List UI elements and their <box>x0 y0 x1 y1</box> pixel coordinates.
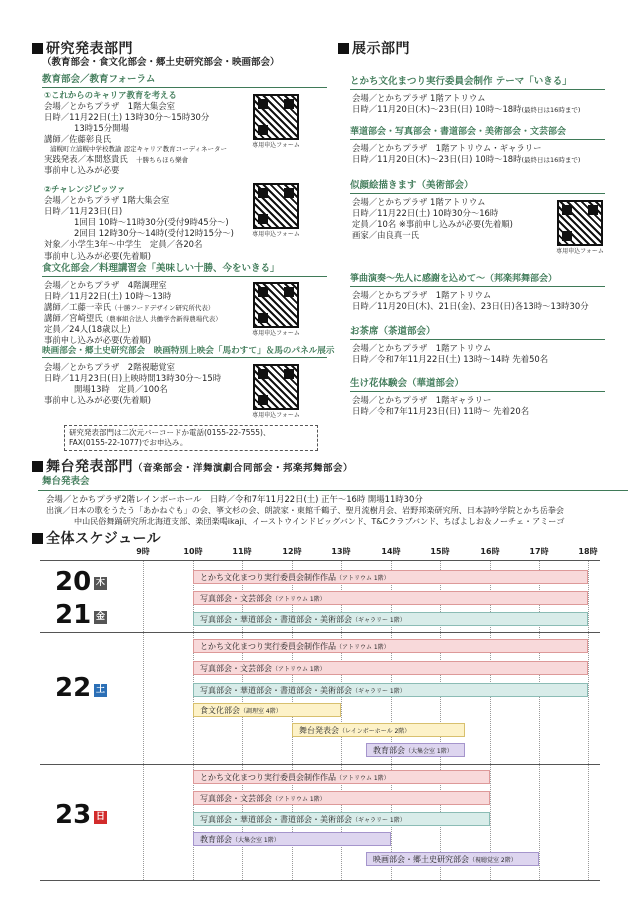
schedule-bar[interactable]: 写真部会・華道部会・書道部会・美術部会（ギャラリー 1階） <box>193 812 490 826</box>
hour-label: 15時 <box>430 547 450 556</box>
edu-item1-presenter: 実践発表／本間悠貴氏 <box>44 154 128 165</box>
grid-line <box>440 560 441 880</box>
exhibit-b-date-note: (最終日は16時まで) <box>521 156 581 165</box>
hour-label: 13時 <box>331 547 351 556</box>
exhibit-c-category: 似顔絵描きます（美術部会） <box>350 180 605 194</box>
grid-line <box>490 560 491 880</box>
stage-venue: 会場／とかちプラザ2階レインボーホール 日時／令和7年11月22日(土) 正午〜16時 開場11時30分 <box>46 494 423 504</box>
grid-line <box>391 560 392 880</box>
food-lecturer-note: （十勝フードデザイン研究所代表） <box>111 304 215 313</box>
film-open-capacity: 開場13時 定員／100名 <box>74 384 168 395</box>
exhibit-d-venue: 会場／とかちプラザ 1階アトリウム <box>352 290 492 300</box>
exhibit-c-date: 日時／11月22日(土) 10時30分〜16時 <box>352 208 499 219</box>
schedule-bar[interactable]: 写真部会・華道部会・書道部会・美術部会（ギャラリー 1階） <box>193 612 588 626</box>
schedule-bar[interactable]: 写真部会・文芸部会（アトリウム 1階） <box>193 591 588 605</box>
qr-label: 専用申込フォーム <box>252 412 300 419</box>
apply-note-line1: 研究発表部門は二次元バーコードか電話(0155-22-7555)、 <box>69 428 271 437</box>
food-date: 日時／11月22日(土) 10時〜13時 <box>44 291 172 302</box>
exhibit-f-venue: 会場／とかちプラザ 1階ギャラリー <box>352 395 492 405</box>
hour-label: 12時 <box>282 547 302 556</box>
schedule-bar[interactable]: 写真部会・文芸部会（アトリウム 1階） <box>193 791 490 805</box>
day-20: 20 <box>55 567 92 597</box>
food-venue: 会場／とかちプラザ 4階調理室 <box>44 280 167 290</box>
edu-item1-open: 13時15分開場 <box>74 123 129 134</box>
hour-label: 17時 <box>529 547 549 556</box>
edu-category: 教育部会／教育フォーラム <box>42 74 327 88</box>
edu-item2-apply: 事前申し込みが必要(先着順) <box>44 250 152 261</box>
food-lecturer: 講師／工藤一幸氏 <box>44 302 111 313</box>
day-22: 22 <box>55 673 92 703</box>
grid-line <box>539 560 540 880</box>
stage-performers-2: 中山民俗舞踊研究所北海道支部、楽団楽喝ikaji、イーストウインドビッグバンド、T&Cクラブバンド、ちばよしお＆ノーチェ・アミーゴ <box>74 515 565 526</box>
stage-performers-1: 出演／日本の歌をうたう「あかねぐも」の会、箏文杉の会、朗読家・東館千鶴子、聖月流樹月会、岩野邦楽研究所、日本詩吟学院とかち岳拳会 <box>46 505 565 516</box>
exhibit-f-date: 日時／令和7年11月23日(日) 11時〜 先着20名 <box>352 406 530 417</box>
research-subtitle: （教育部会・食文化部会・郷土史研究部会・映画部会） <box>42 57 280 68</box>
edu-item1-venue: 会場／とかちプラザ 1階大集会室 <box>44 101 175 112</box>
hour-label: 10時 <box>183 547 203 556</box>
row-separator <box>40 632 600 633</box>
hour-label: 9時 <box>136 547 150 556</box>
film-venue: 会場／とかちプラザ 2階視聴覚室 <box>44 362 175 372</box>
schedule-bar[interactable]: とかち文化まつり実行委員会制作作品（アトリウム 1階） <box>193 570 588 584</box>
schedule-bar[interactable]: とかち文化まつり実行委員会制作作品（アトリウム 1階） <box>193 770 490 784</box>
qr-label: 専用申込フォーム <box>252 142 300 149</box>
exhibit-e-category: お茶席（茶道部会） <box>350 326 605 340</box>
edu-item1-lecturer: 講師／佐藤彰良氏 <box>44 134 111 145</box>
edu-item2-venue: 会場／とかちプラザ 1階大集会室 <box>44 195 170 206</box>
edu-item1-lecturer-note: 浦幌町立浦幌中学校教諭 認定キャリア教育コーディネーター <box>50 145 228 154</box>
edu-item1-title: ①これからのキャリア教育を考える <box>44 90 177 100</box>
schedule-bar[interactable]: 写真部会・華道部会・書道部会・美術部会（ギャラリー 1階） <box>193 683 588 697</box>
schedule-bar[interactable]: 教育部会（大集会室 1階） <box>193 832 391 846</box>
exhibit-e-date: 日時／令和7年11月22日(土) 13時〜14時 先着50名 <box>352 354 549 365</box>
exhibit-c-capacity: 定員／10名 ※事前申し込みが必要(先着順) <box>352 219 513 230</box>
hour-label: 18時 <box>578 547 598 556</box>
schedule-bar[interactable]: 写真部会・文芸部会（アトリウム 1階） <box>193 661 588 675</box>
exhibit-a-venue: 会場／とかちプラザ 1階アトリウム <box>352 93 486 103</box>
schedule-bar[interactable]: 舞台発表会（レインボーホール 2階） <box>292 723 465 737</box>
row-separator <box>40 880 600 881</box>
dow-thu: 木 <box>95 578 105 588</box>
edu-item2-target: 対象／小学生3年〜中学生 定員／各20名 <box>44 239 203 250</box>
food-capacity: 定員／24人(18歳以上) <box>44 324 131 335</box>
edu-item1-date: 日時／11月22日(土) 13時30分〜15時30分 <box>44 112 210 123</box>
schedule-bar[interactable]: 食文化部会（調理室 4階） <box>193 703 341 717</box>
day-23: 23 <box>55 800 92 830</box>
exhibit-e-venue: 会場／とかちプラザ 1階アトリウム <box>352 343 492 353</box>
film-category: 映画部会・郷土史研究部会 映画特別上映会「馬わすて」＆馬のパネル展示 <box>42 346 327 358</box>
schedule-title: 全体スケジュール <box>32 530 161 548</box>
edu-item1-presenter-note: 十勝ちらほら樂會 <box>136 156 189 165</box>
qr-label: 専用申込フォーム <box>252 330 300 337</box>
food-apply: 事前申し込みが必要(先着順) <box>44 335 152 346</box>
edu-item2-title: ②チャレンジピッツァ <box>44 184 126 194</box>
edu-item2-round1: 1回目 10時〜11時30分(受付9時45分〜) <box>74 217 229 228</box>
exhibit-a-date: 日時／11月20日(木)〜23日(日) 10時〜18時 <box>352 104 522 115</box>
film-apply: 事前申し込みが必要(先着順) <box>44 395 152 406</box>
stage-section-title: 舞台発表部門（音楽部会・洋舞演劇合同部会・邦楽邦舞部会） <box>32 458 353 476</box>
exhibit-d-date: 日時／11月20日(木)、21日(金)、23日(日)各13時〜13時30分 <box>352 301 589 312</box>
qr-label: 専用申込フォーム <box>252 231 300 238</box>
apply-note-line2: FAX(0155-22-1077)でお申込み。 <box>69 438 188 448</box>
film-date: 日時／11月23日(日)上映時間13時30分〜15時 <box>44 373 222 384</box>
stage-subtitle: （音楽部会・洋舞演劇合同部会・邦楽邦舞部会） <box>133 463 354 474</box>
exhibit-c-artist: 画家／由良真一氏 <box>352 230 419 241</box>
research-section-title: 研究発表部門 <box>32 40 133 58</box>
food-lecturer2: 講師／宮崎望氏 <box>44 313 103 324</box>
edu-item2-round2: 2回目 12時30分〜14時(受付12時15分〜) <box>74 228 234 239</box>
dow-sun: 日 <box>95 812 105 822</box>
dow-sat: 土 <box>95 685 105 695</box>
food-lecturer2-note: （農事組合法人 共働学舎新得農場代表） <box>102 315 222 324</box>
schedule-bar[interactable]: 映画部会・郷土史研究部会（視聴覚室 2階） <box>366 852 539 866</box>
schedule-bar[interactable]: とかち文化まつり実行委員会制作作品（アトリウム 1階） <box>193 639 588 653</box>
exhibit-a-date-note: (最終日は16時まで) <box>521 106 581 115</box>
exhibit-b-venue: 会場／とかちプラザ 1階アトリウム・ギャラリー <box>352 143 542 153</box>
exhibit-b-category: 華道部会・写真部会・書道部会・美術部会・文芸部会 <box>350 127 605 140</box>
edu-item1-apply: 事前申し込みが必要 <box>44 165 120 176</box>
grid-line <box>588 560 589 880</box>
day-21: 21 <box>55 600 92 630</box>
exhibit-section-title: 展示部門 <box>338 40 410 58</box>
schedule-bar[interactable]: 教育部会（大集会室 1階） <box>366 743 465 757</box>
exhibit-b-date: 日時／11月20日(木)〜23日(日) 10時〜18時 <box>352 154 522 165</box>
dow-fri: 金 <box>95 612 105 622</box>
exhibit-c-venue: 会場／とかちプラザ 1階アトリウム <box>352 197 486 207</box>
hour-label: 11時 <box>232 547 252 556</box>
hour-label: 16時 <box>480 547 500 556</box>
hour-label: 14時 <box>381 547 401 556</box>
edu-item2-date: 日時／11月23日(日) <box>44 206 123 217</box>
exhibit-f-category: 生け花体験会（華道部会） <box>350 378 605 392</box>
exhibit-d-category: 箏曲演奏〜先人に感謝を込めて〜（邦楽邦舞部会） <box>350 274 605 287</box>
stage-category: 舞台発表会 <box>42 476 90 487</box>
row-separator <box>40 764 600 765</box>
exhibit-a-category: とかち文化まつり実行委員会制作 テーマ「いきる」 <box>350 76 605 90</box>
row-separator <box>40 560 600 561</box>
grid-line <box>143 560 144 880</box>
food-category: 食文化部会／料理講習会「美味しい十勝、今をいきる」 <box>42 263 327 277</box>
qr-label: 専用申込フォーム <box>556 248 604 255</box>
